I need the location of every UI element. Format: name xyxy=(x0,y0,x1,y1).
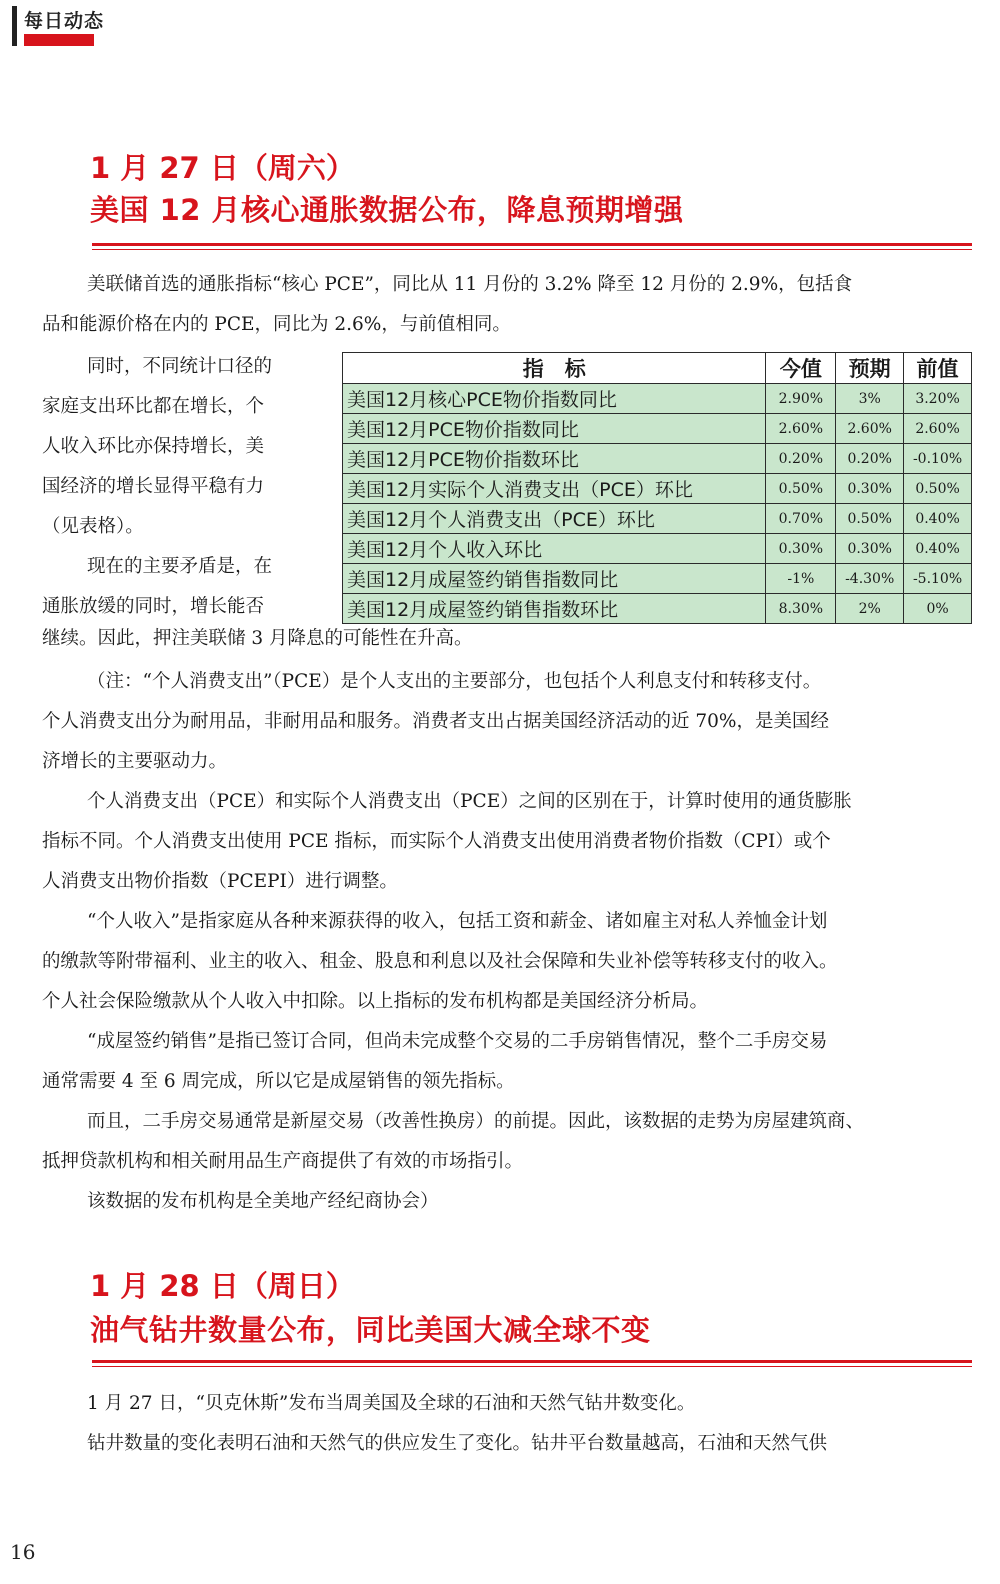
row-previous: 2.60% xyxy=(904,414,972,444)
note-line: 个人消费支出（PCE）和实际个人消费支出（PCE）之间的区别在于，计算时使用的通货膨胀 xyxy=(87,791,852,812)
section1-notes xyxy=(42,662,972,1222)
row-forecast: 0.30% xyxy=(836,534,904,564)
page-number: 16 xyxy=(10,1540,36,1564)
table-row xyxy=(343,414,972,444)
body-line: 钻井数量的变化表明石油和天然气的供应发生了变化。钻井平台数量越高，石油和天然气供 xyxy=(87,1433,828,1454)
section1-title: 美国 12 月核心通胀数据公布，降息预期增强 xyxy=(90,193,684,227)
left-col-line: （见表格）。 xyxy=(42,516,144,537)
row-name: 美国12月PCE物价指数同比 xyxy=(343,414,766,444)
section2-body xyxy=(42,1384,972,1464)
row-current: 0.30% xyxy=(766,534,836,564)
section2-date: 1 月 28 日（周日） xyxy=(90,1269,355,1303)
row-previous: 0.50% xyxy=(904,474,972,504)
table-row xyxy=(343,444,972,474)
row-previous: 0.40% xyxy=(904,534,972,564)
header-forecast: 预期 xyxy=(836,353,904,384)
row-forecast: 3% xyxy=(836,384,904,414)
after-table-line: 继续。因此，押注美联储 3 月降息的可能性在升高。 xyxy=(42,628,473,649)
table-row xyxy=(343,384,972,414)
note-line: 该数据的发布机构是全美地产经纪商协会） xyxy=(87,1191,439,1212)
row-current: 2.60% xyxy=(766,414,836,444)
section1-after-table xyxy=(42,619,972,659)
table-row xyxy=(343,474,972,504)
header-bar xyxy=(12,6,17,46)
intro-line: 品和能源价格在内的 PCE，同比为 2.6%，与前值相同。 xyxy=(42,314,511,335)
row-name: 美国12月个人收入环比 xyxy=(343,534,766,564)
row-forecast: 0.30% xyxy=(836,474,904,504)
note-line: 个人社会保险缴款从个人收入中扣除。以上指标的发布机构都是美国经济分析局。 xyxy=(42,991,709,1012)
row-name: 美国12月核心PCE物价指数同比 xyxy=(343,384,766,414)
intro-line: 美联储首选的通胀指标“核心 PCE”，同比从 11 月份的 3.2% 降至 12 月份的 2.9%，包括食 xyxy=(87,274,853,295)
row-name: 美国12月成屋签约销售指数环比 xyxy=(343,594,766,624)
row-forecast: 2% xyxy=(836,594,904,624)
left-col-line: 家庭支出环比都在增长，个 xyxy=(42,396,265,417)
section1-date: 1 月 27 日（周六） xyxy=(90,151,355,185)
row-name: 美国12月实际个人消费支出（PCE）环比 xyxy=(343,474,766,504)
note-line: 而且，二手房交易通常是新屋交易（改善性换房）的前提。因此，该数据的走势为房屋建筑商、 xyxy=(87,1111,865,1132)
row-current: 0.50% xyxy=(766,474,836,504)
note-line: 济增长的主要驱动力。 xyxy=(42,751,228,772)
indicator-table xyxy=(342,352,972,624)
left-col-line: 通胀放缓的同时，增长能否 xyxy=(42,596,265,617)
row-current: 2.90% xyxy=(766,384,836,414)
section1-left-column xyxy=(42,347,322,627)
note-line: （注：“个人消费支出”（PCE）是个人支出的主要部分，也包括个人利息支付和转移支付。 xyxy=(87,671,822,692)
note-line: 人消费支出物价指数（PCEPI）进行调整。 xyxy=(42,871,398,892)
row-previous: -5.10% xyxy=(904,564,972,594)
left-col-line: 现在的主要矛盾是，在 xyxy=(87,556,273,577)
row-name: 美国12月PCE物价指数环比 xyxy=(343,444,766,474)
table-row xyxy=(343,504,972,534)
note-line: “成屋签约销售”是指已签订合同，但尚未完成整个交易的二手房销售情况，整个二手房交易 xyxy=(87,1031,828,1052)
header-previous: 前值 xyxy=(904,353,972,384)
row-current: 8.30% xyxy=(766,594,836,624)
note-line: “个人收入”是指家庭从各种来源获得的收入，包括工资和薪金、诸如雇主对私人养恤金计划 xyxy=(87,911,828,932)
table-row xyxy=(343,564,972,594)
left-col-line: 国经济的增长显得平稳有力 xyxy=(42,476,265,497)
row-forecast: 0.50% xyxy=(836,504,904,534)
row-previous: 3.20% xyxy=(904,384,972,414)
row-current: 0.70% xyxy=(766,504,836,534)
row-current: -1% xyxy=(766,564,836,594)
note-line: 通常需要 4 至 6 周完成，所以它是成屋销售的领先指标。 xyxy=(42,1071,515,1092)
table-row xyxy=(343,534,972,564)
note-line: 的缴款等附带福利、业主的收入、租金、股息和利息以及社会保障和失业补偿等转移支付的收入。 xyxy=(42,951,838,972)
header-current: 今值 xyxy=(766,353,836,384)
header-tag: 每日动态 xyxy=(24,10,105,32)
note-line: 抵押贷款机构和相关耐用品生产商提供了有效的市场指引。 xyxy=(42,1151,524,1172)
row-previous: -0.10% xyxy=(904,444,972,474)
left-col-line: 人收入环比亦保持增长，美 xyxy=(42,436,265,457)
left-col-line: 同时，不同统计口径的 xyxy=(87,356,273,377)
row-name: 美国12月成屋签约销售指数同比 xyxy=(343,564,766,594)
section2-title: 油气钻井数量公布，同比美国大减全球不变 xyxy=(90,1313,651,1347)
section2-rule xyxy=(92,1360,972,1367)
body-line: 1 月 27 日，“贝克休斯”发布当周美国及全球的石油和天然气钻井数变化。 xyxy=(87,1393,696,1414)
header-red-block xyxy=(24,34,94,46)
section1-rule xyxy=(92,243,972,250)
row-name: 美国12月个人消费支出（PCE）环比 xyxy=(343,504,766,534)
row-previous: 0% xyxy=(904,594,972,624)
row-previous: 0.40% xyxy=(904,504,972,534)
row-forecast: 2.60% xyxy=(836,414,904,444)
row-forecast: -4.30% xyxy=(836,564,904,594)
section1-intro xyxy=(42,265,972,345)
note-line: 个人消费支出分为耐用品，非耐用品和服务。消费者支出占据美国经济活动的近 70%，是美国经 xyxy=(42,711,830,732)
header-indicator: 指 标 xyxy=(343,353,766,384)
note-line: 指标不同。个人消费支出使用 PCE 指标，而实际个人消费支出使用消费者物价指数（CPI）或个 xyxy=(42,831,831,852)
row-current: 0.20% xyxy=(766,444,836,474)
row-forecast: 0.20% xyxy=(836,444,904,474)
table-header-row xyxy=(343,353,972,384)
